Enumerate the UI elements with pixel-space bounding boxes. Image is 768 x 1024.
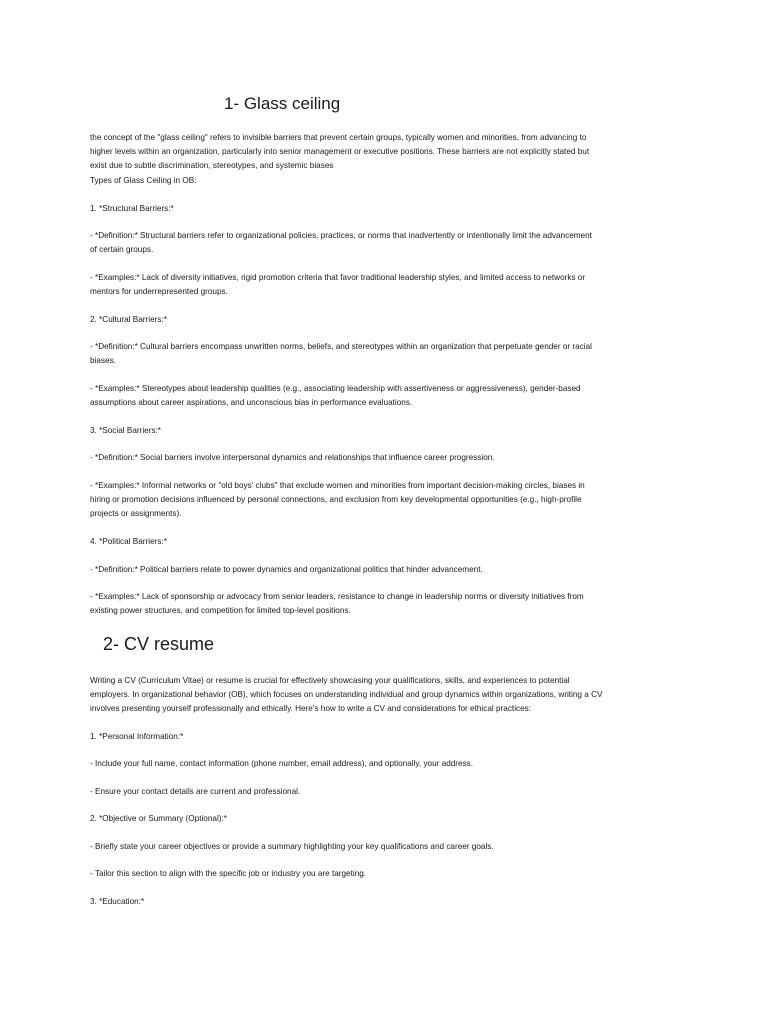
cultural-barriers-examples: - *Examples:* Stereotypes about leadership qualities (e.g., associating leadership with assertiveness or aggressiveness), gender-based assumptions about career aspirations, and unconscious bias in performance evaluations. bbox=[90, 384, 581, 408]
section-1-heading: 1- Glass ceiling bbox=[224, 94, 341, 113]
objective-summary-line-1: - Briefly state your career objectives or provide a summary highlighting your key qualifications and career goals. bbox=[90, 842, 494, 851]
political-barriers-definition: - *Definition:* Political barriers relate to power dynamics and organizational politics that hinder advancement. bbox=[90, 565, 483, 574]
objective-summary-line-2: - Tailor this section to align with the specific job or industry you are targeting. bbox=[90, 869, 367, 878]
types-label: Types of Glass Ceiling in OB: bbox=[90, 176, 197, 185]
structural-barriers-definition: - *Definition:* Structural barriers refer to organizational policies, practices, or norms that inadvertently or intentionally limit the advancement of certain groups. bbox=[90, 231, 592, 255]
objective-summary-title: 2. *Objective or Summary (Optional):* bbox=[90, 814, 227, 823]
structural-barriers-title: 1. *Structural Barriers:* bbox=[90, 204, 174, 213]
cultural-barriers-title: 2. *Cultural Barriers:* bbox=[90, 315, 167, 324]
personal-information-line-2: - Ensure your contact details are current and professional. bbox=[90, 787, 301, 796]
social-barriers-definition: - *Definition:* Social barriers involve interpersonal dynamics and relationships that influence career progression. bbox=[90, 453, 495, 462]
political-barriers-examples: - *Examples:* Lack of sponsorship or advocacy from senior leaders, resistance to change in leadership norms or diversity initiatives from existing power structures, and competition for limited top-level positions. bbox=[90, 592, 584, 616]
personal-information-line-1: - Include your full name, contact information (phone number, email address), and optionally, your address. bbox=[90, 759, 474, 768]
cv-intro: Writing a CV (Curriculum Vitae) or resume is crucial for effectively showcasing your qualifications, skills, and experiences to potential employers. In organizational behavior (OB), which focuses on understanding individual and group dynamics within organizations, writing a CV involves presenting yourself professionally and ethically. Here's how to write a CV and considerations for ethical practices: bbox=[90, 676, 603, 714]
structural-barriers-examples: - *Examples:* Lack of diversity initiatives, rigid promotion criteria that favor traditional leadership styles, and limited access to networks or mentors for underrepresented groups. bbox=[90, 273, 586, 297]
glass-ceiling-intro: the concept of the "glass ceiling" refers to invisible barriers that prevent certain groups, typically women and minorities, from advancing to higher levels within an organization, particularly into senior management or executive positions. These barriers are not explicitly stated but exist due to subtle discrimination, stereotypes, and systemic biases bbox=[90, 133, 590, 171]
personal-information-title: 1. *Personal Information:* bbox=[90, 732, 184, 741]
education-title: 3. *Education:* bbox=[90, 897, 145, 906]
political-barriers-title: 4. *Political Barriers:* bbox=[90, 537, 167, 546]
social-barriers-examples: - *Examples:* Informal networks or "old boys' clubs" that exclude women and minorities from important decision-making circles, biases in hiring or promotion decisions influenced by personal connections, and exclusion from key developmental opportunities (e.g., high-profile projects or assignments). bbox=[90, 481, 585, 519]
section-2-heading: 2- CV resume bbox=[103, 634, 215, 654]
cultural-barriers-definition: - *Definition:* Cultural barriers encompass unwritten norms, beliefs, and stereotypes within an organization that perpetuate gender or racial biases. bbox=[90, 342, 592, 366]
social-barriers-title: 3. *Social Barriers:* bbox=[90, 426, 161, 435]
